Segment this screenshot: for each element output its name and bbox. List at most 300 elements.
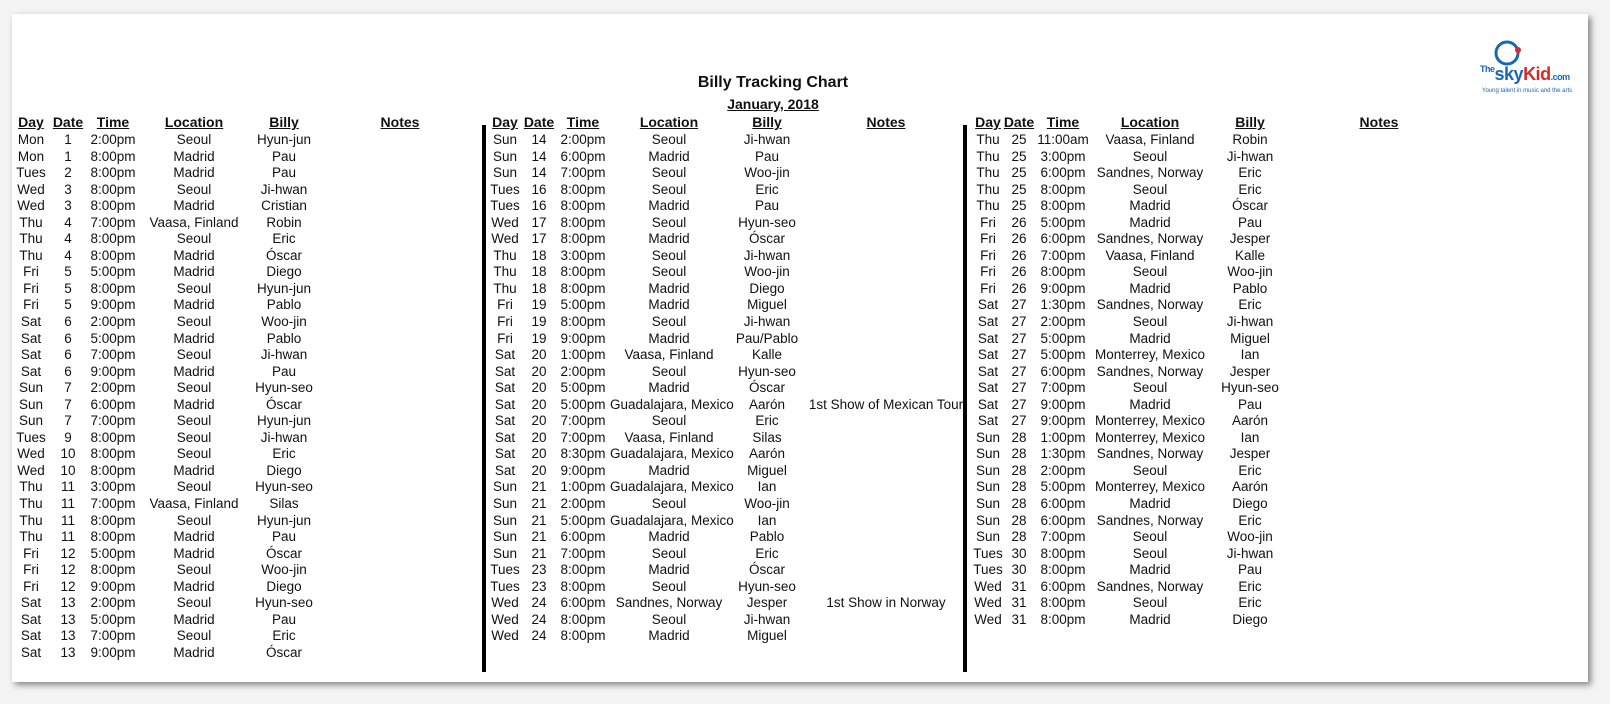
cell-date: 11: [60, 529, 75, 545]
cell-notes: [806, 331, 966, 348]
cell-day: Sat: [977, 380, 999, 396]
table-row: [488, 231, 966, 248]
cell-billy: Miguel: [1230, 330, 1270, 346]
cell-billy: Ian: [1240, 429, 1260, 445]
cell-billy: Pablo: [749, 529, 785, 545]
table-row: [973, 231, 1467, 248]
table-row: [488, 612, 966, 629]
cell-date: 27: [1011, 363, 1027, 379]
cell-location: Seoul: [651, 545, 687, 561]
cell-day: Sat: [20, 314, 42, 330]
cell-day: Sun: [492, 479, 518, 495]
cell-time: 2:00pm: [560, 496, 606, 512]
cell-time: 7:00pm: [90, 413, 136, 429]
cell-location: Madrid: [173, 462, 215, 478]
table-row: [488, 281, 966, 298]
cell-notes: [1291, 364, 1467, 381]
cell-notes: [806, 165, 966, 182]
table-row: [973, 612, 1467, 629]
cell-billy: Eric: [1238, 181, 1262, 197]
cell-time: 8:00pm: [1040, 595, 1086, 611]
cell-time: 8:00pm: [1040, 198, 1086, 214]
cell-billy: Ji-hwan: [260, 181, 308, 197]
cell-time: 8:00pm: [90, 198, 136, 214]
cell-notes: [806, 198, 966, 215]
cell-location: Vaasa, Finland: [624, 429, 714, 445]
cell-day: Fri: [23, 280, 39, 296]
cell-time: 6:00pm: [1040, 512, 1086, 528]
cell-day: Sat: [494, 429, 516, 445]
cell-location: Seoul: [651, 214, 687, 230]
cell-day: Thu: [19, 231, 43, 247]
cell-location: Guadalajara, Mexico: [610, 396, 734, 412]
cell-time: 6:00pm: [1040, 496, 1086, 512]
cell-location: Madrid: [173, 198, 215, 214]
table-row: [973, 579, 1467, 596]
table-row: [14, 281, 482, 298]
cell-time: 11:00am: [1037, 132, 1089, 147]
cell-time: 8:00pm: [90, 446, 136, 462]
cell-billy: Miguel: [747, 297, 787, 313]
table-row: [488, 264, 966, 281]
cell-location: Guadalajara, Mexico: [610, 446, 734, 462]
cell-day: Tues: [490, 181, 520, 197]
table-row: [14, 628, 482, 645]
cell-billy: Kalle: [751, 347, 783, 363]
table-row: [488, 413, 966, 430]
cell-date: 4: [64, 214, 72, 230]
cell-notes: [318, 413, 482, 430]
cell-day: Sat: [20, 611, 42, 627]
cell-date: 16: [531, 181, 547, 197]
cell-day: Sun: [975, 512, 1001, 528]
cell-notes: [318, 628, 482, 645]
cell-date: 27: [1011, 396, 1027, 412]
cell-location: Seoul: [176, 380, 212, 396]
table-row: [488, 380, 966, 397]
cell-billy: Hyun-jun: [256, 413, 312, 429]
cell-time: 5:00pm: [1040, 479, 1086, 495]
cell-notes: [806, 446, 966, 463]
cell-time: 9:00pm: [560, 330, 606, 346]
cell-notes: 1st Show in Norway: [826, 595, 946, 611]
cell-time: 8:00pm: [560, 181, 606, 197]
cell-location: Madrid: [1129, 396, 1171, 412]
cell-date: 28: [1011, 496, 1027, 512]
cell-day: Fri: [980, 214, 996, 230]
cell-location: Madrid: [173, 644, 215, 660]
cell-time: 7:00pm: [560, 429, 606, 445]
cell-notes: [806, 612, 966, 629]
cell-time: 7:00pm: [1040, 380, 1086, 396]
cell-day: Sun: [492, 529, 518, 545]
cell-location: Seoul: [176, 132, 212, 147]
document-page: [12, 14, 1588, 682]
cell-time: 6:00pm: [90, 396, 136, 412]
table-row: [973, 479, 1467, 496]
cell-date: 1: [64, 148, 72, 164]
cell-location: Madrid: [1129, 198, 1171, 214]
cell-notes: [806, 562, 966, 579]
cell-notes: [318, 281, 482, 298]
cell-date: 30: [1011, 562, 1027, 578]
cell-billy: Pau: [271, 529, 297, 545]
cell-billy: Ian: [1240, 347, 1260, 363]
cell-notes: [806, 264, 966, 281]
cell-notes: [1291, 347, 1467, 364]
cell-notes: [318, 297, 482, 314]
cell-notes: [806, 463, 966, 480]
cell-notes: [318, 149, 482, 166]
cell-time: 8:00pm: [560, 280, 606, 296]
table-row: [488, 364, 966, 381]
table-row: [488, 397, 966, 414]
header-date: Date: [52, 114, 84, 130]
header-notes: Notes: [866, 114, 906, 130]
cell-date: 27: [1011, 330, 1027, 346]
cell-location: Seoul: [651, 413, 687, 429]
table-row: [14, 446, 482, 463]
cell-notes: [1291, 264, 1467, 281]
cell-date: 26: [1011, 231, 1027, 247]
cell-billy: Hyun-jun: [256, 132, 312, 147]
cell-billy: Pau: [1237, 214, 1263, 230]
cell-billy: Pau: [1237, 562, 1263, 578]
table-row: [488, 297, 966, 314]
header-location: Location: [1120, 114, 1180, 130]
cell-time: 5:00pm: [1040, 347, 1086, 363]
cell-date: 21: [531, 545, 547, 561]
cell-date: 19: [531, 314, 547, 330]
cell-billy: Hyun-jun: [256, 512, 312, 528]
cell-billy: Hyun-seo: [255, 479, 313, 495]
header-time: Time: [1046, 114, 1080, 130]
cell-day: Wed: [491, 595, 519, 611]
cell-date: 25: [1011, 181, 1027, 197]
cell-billy: Ji-hwan: [743, 132, 791, 147]
cell-date: 20: [531, 462, 547, 478]
cell-location: Seoul: [176, 314, 212, 330]
logo-tagline: Young talent in music and the arts: [1482, 88, 1573, 94]
cell-billy: Woo-jin: [744, 496, 790, 512]
page-subtitle: January, 2018: [727, 96, 819, 112]
cell-time: 2:00pm: [560, 363, 606, 379]
cell-day: Sun: [975, 479, 1001, 495]
header-billy: Billy: [269, 114, 299, 130]
cell-time: 8:00pm: [560, 231, 606, 247]
cell-time: 2:00pm: [90, 380, 136, 396]
cell-billy: Woo-jin: [1227, 529, 1273, 545]
cell-day: Tues: [973, 562, 1003, 578]
cell-date: 7: [64, 396, 72, 412]
header-date: Date: [523, 114, 555, 130]
table-row: [488, 446, 966, 463]
table-row: [14, 546, 482, 563]
cell-notes: [318, 264, 482, 281]
cell-location: Monterrey, Mexico: [1094, 347, 1206, 363]
cell-date: 17: [531, 214, 547, 230]
cell-date: 20: [531, 429, 547, 445]
table-row: [14, 529, 482, 546]
cell-billy: Óscar: [265, 644, 302, 660]
cell-notes: [806, 496, 966, 513]
cell-notes: [318, 198, 482, 215]
cell-date: 27: [1011, 314, 1027, 330]
cell-day: Mon: [17, 148, 45, 164]
cell-billy: Ji-hwan: [1226, 545, 1274, 561]
cell-location: Seoul: [1132, 181, 1168, 197]
cell-location: Madrid: [173, 396, 215, 412]
cell-time: 2:00pm: [1040, 462, 1086, 478]
cell-date: 25: [1011, 198, 1027, 214]
cell-notes: [1291, 314, 1467, 331]
cell-notes: [318, 546, 482, 563]
cell-time: 7:00pm: [90, 347, 136, 363]
cell-date: 28: [1011, 462, 1027, 478]
table-row: [14, 297, 482, 314]
cell-location: Madrid: [173, 165, 215, 181]
cell-day: Sat: [977, 314, 999, 330]
table-row: [488, 248, 966, 265]
cell-notes: [806, 248, 966, 265]
cell-time: 8:00pm: [560, 578, 606, 594]
cell-notes: [806, 529, 966, 546]
cell-location: Sandnes, Norway: [1096, 165, 1204, 181]
cell-date: 25: [1011, 165, 1027, 181]
cell-location: Madrid: [173, 611, 215, 627]
cell-notes: [1291, 529, 1467, 546]
cell-notes: [806, 281, 966, 298]
cell-notes: [806, 182, 966, 199]
cell-billy: Ji-hwan: [743, 247, 791, 263]
cell-billy: Pau: [271, 148, 297, 164]
table-row: [973, 397, 1467, 414]
cell-day: Sun: [975, 429, 1001, 445]
cell-date: 13: [60, 611, 76, 627]
cell-billy: Hyun-seo: [1221, 380, 1279, 396]
cell-billy: Ian: [757, 512, 777, 528]
cell-notes: [1291, 198, 1467, 215]
cell-billy: Robin: [1232, 132, 1268, 147]
cell-location: Seoul: [176, 479, 212, 495]
cell-time: 8:00pm: [1040, 181, 1086, 197]
cell-date: 5: [64, 264, 72, 280]
table-row: [14, 331, 482, 348]
cell-day: Fri: [23, 578, 39, 594]
cell-notes: [1291, 182, 1467, 199]
header-billy: Billy: [1235, 114, 1265, 130]
cell-location: Seoul: [176, 512, 212, 528]
cell-time: 2:00pm: [90, 132, 136, 147]
cell-time: 8:00pm: [90, 562, 136, 578]
cell-date: 24: [531, 595, 547, 611]
cell-day: Thu: [19, 214, 43, 230]
table-row: [14, 231, 482, 248]
cell-time: 6:00pm: [1040, 165, 1086, 181]
table-row: [488, 529, 966, 546]
cell-date: 2: [64, 165, 72, 181]
cell-time: 6:00pm: [560, 529, 606, 545]
table-row: [14, 248, 482, 265]
cell-notes: [1291, 413, 1467, 430]
cell-date: 4: [64, 231, 72, 247]
cell-location: Seoul: [1132, 148, 1168, 164]
cell-day: Wed: [491, 628, 519, 644]
cell-billy: Óscar: [748, 380, 785, 396]
cell-billy: Pau: [271, 363, 297, 379]
cell-time: 9:00pm: [90, 363, 136, 379]
cell-billy: Ji-hwan: [260, 429, 308, 445]
cell-date: 20: [531, 347, 547, 363]
cell-day: Sat: [494, 363, 516, 379]
cell-notes: [1291, 149, 1467, 166]
cell-date: 20: [531, 413, 547, 429]
logo-wordmark: $^{The}$skyKid.com: [1480, 64, 1570, 84]
column-divider: [482, 125, 486, 672]
cell-billy: Aarón: [1231, 413, 1269, 429]
cell-location: Seoul: [176, 562, 212, 578]
cell-location: Seoul: [176, 231, 212, 247]
cell-time: 3:00pm: [560, 247, 606, 263]
cell-billy: Pau: [754, 198, 780, 214]
cell-billy: Eric: [1238, 462, 1262, 478]
cell-date: 3: [64, 198, 72, 214]
cell-location: Seoul: [176, 446, 212, 462]
cell-day: Wed: [17, 181, 45, 197]
cell-time: 5:00pm: [560, 380, 606, 396]
cell-location: Seoul: [1132, 545, 1168, 561]
cell-date: 10: [60, 462, 76, 478]
cell-date: 28: [1011, 429, 1027, 445]
cell-date: 27: [1011, 413, 1027, 429]
cell-notes: [318, 347, 482, 364]
cell-time: 1:00pm: [560, 347, 606, 363]
cell-billy: Óscar: [265, 545, 302, 561]
cell-billy: Eric: [1238, 578, 1262, 594]
table-row: [488, 513, 966, 530]
cell-notes: [806, 380, 966, 397]
cell-day: Sun: [18, 413, 44, 429]
cell-location: Seoul: [1132, 264, 1168, 280]
cell-notes: [1291, 595, 1467, 612]
cell-date: 11: [60, 512, 75, 528]
cell-day: Wed: [17, 198, 45, 214]
table-row: [973, 297, 1467, 314]
cell-billy: Ji-hwan: [743, 611, 791, 627]
cell-notes: [806, 413, 966, 430]
cell-day: Thu: [19, 247, 43, 263]
cell-time: 8:00pm: [560, 562, 606, 578]
cell-notes: [806, 149, 966, 166]
cell-date: 27: [1011, 347, 1027, 363]
cell-billy: Hyun-seo: [738, 363, 796, 379]
cell-location: Madrid: [173, 247, 215, 263]
cell-billy: Diego: [266, 462, 302, 478]
cell-date: 25: [1011, 132, 1027, 147]
schedule-panel-3: [973, 114, 1467, 628]
table-row: [488, 182, 966, 199]
cell-location: Seoul: [651, 165, 687, 181]
cell-location: Madrid: [173, 297, 215, 313]
table-header: [973, 114, 1467, 132]
cell-day: Wed: [491, 214, 519, 230]
cell-location: Seoul: [176, 595, 212, 611]
cell-date: 5: [64, 280, 72, 296]
cell-day: Wed: [974, 595, 1002, 611]
cell-billy: Pablo: [1232, 280, 1268, 296]
cell-billy: Pablo: [266, 297, 302, 313]
cell-date: 28: [1011, 446, 1027, 462]
cell-time: 5:00pm: [90, 545, 136, 561]
cell-location: Seoul: [651, 181, 687, 197]
cell-notes: [1291, 165, 1467, 182]
table-row: [14, 182, 482, 199]
cell-time: 9:00pm: [560, 462, 606, 478]
cell-time: 9:00pm: [90, 644, 136, 660]
cell-day: Wed: [974, 611, 1002, 627]
cell-billy: Ji-hwan: [1226, 148, 1274, 164]
cell-billy: Cristian: [261, 198, 307, 214]
cell-billy: Eric: [1238, 297, 1262, 313]
cell-day: Sat: [977, 347, 999, 363]
cell-day: Sat: [977, 363, 999, 379]
cell-location: Seoul: [651, 264, 687, 280]
table-row: [973, 248, 1467, 265]
cell-time: 8:00pm: [1040, 611, 1086, 627]
cell-day: Mon: [17, 132, 45, 147]
cell-day: Sat: [20, 644, 42, 660]
cell-time: 7:00pm: [90, 214, 136, 230]
cell-day: Thu: [976, 181, 1000, 197]
cell-time: 8:00pm: [90, 280, 136, 296]
table-row: [973, 562, 1467, 579]
cell-notes: [318, 579, 482, 596]
cell-billy: Pablo: [266, 330, 302, 346]
cell-notes: [1291, 513, 1467, 530]
cell-location: Madrid: [173, 363, 215, 379]
cell-time: 7:00pm: [560, 165, 606, 181]
cell-date: 27: [1011, 297, 1027, 313]
cell-location: Seoul: [1132, 462, 1168, 478]
schedule-panel-1: [14, 114, 482, 662]
cell-date: 19: [531, 330, 547, 346]
cell-day: Fri: [497, 297, 513, 313]
table-row: [488, 595, 966, 612]
cell-day: Sat: [977, 396, 999, 412]
cell-notes: [1291, 231, 1467, 248]
cell-billy: Silas: [752, 429, 782, 445]
cell-day: Sat: [494, 413, 516, 429]
cell-date: 18: [531, 280, 547, 296]
cell-time: 2:00pm: [90, 314, 136, 330]
table-row: [14, 149, 482, 166]
cell-time: 7:00pm: [560, 413, 606, 429]
cell-billy: Óscar: [748, 231, 785, 247]
cell-notes: [806, 513, 966, 530]
cell-location: Seoul: [176, 347, 212, 363]
cell-date: 20: [531, 446, 547, 462]
cell-time: 1:00pm: [1040, 429, 1086, 445]
cell-time: 9:00pm: [90, 297, 136, 313]
cell-day: Thu: [976, 132, 1000, 147]
cell-notes: [1291, 215, 1467, 232]
cell-notes: [1291, 446, 1467, 463]
cell-notes: [1291, 496, 1467, 513]
cell-notes: [1291, 132, 1467, 149]
cell-location: Monterrey, Mexico: [1094, 429, 1206, 445]
cell-notes: [1291, 546, 1467, 563]
cell-time: 8:00pm: [90, 231, 136, 247]
